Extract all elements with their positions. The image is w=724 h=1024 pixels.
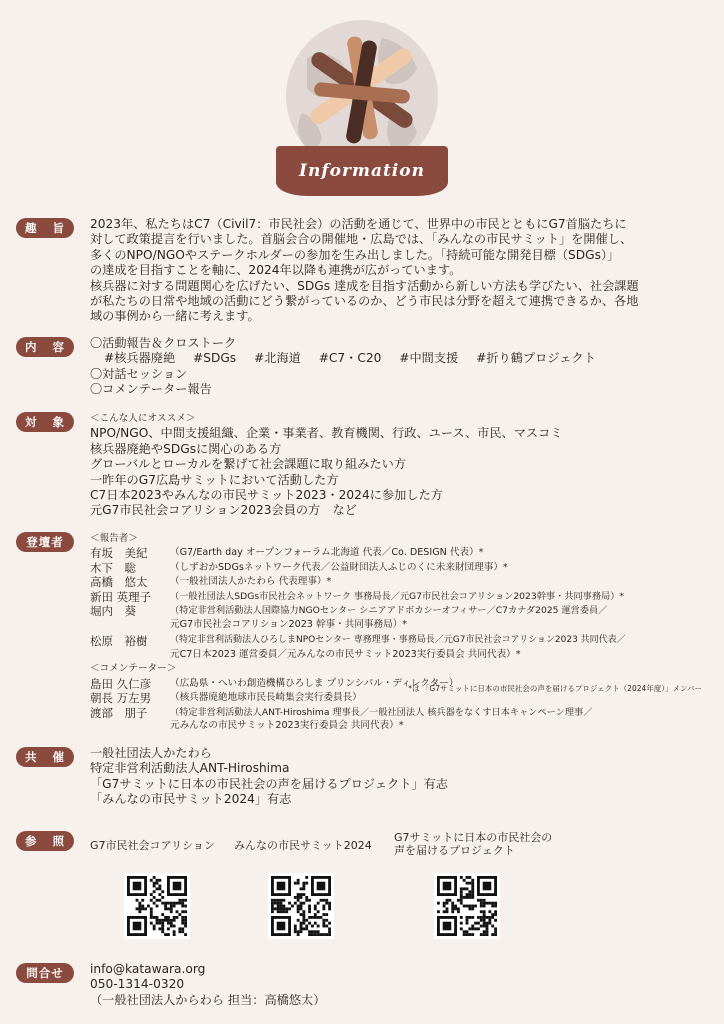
commentators-heading: ＜コメンテーター＞ — [90, 663, 177, 675]
contact-email[interactable]: info@katawara.org — [90, 962, 206, 976]
section-label-references: 参 照 — [16, 831, 74, 851]
purpose-line: 対して政策提言を行いました。首脳会合の開催地・広島では、「みんなの市民サミット」を開催し、 — [90, 232, 633, 247]
reference-title-line: 声を届けるプロジェクト — [394, 844, 515, 857]
reference-title: みんなの市民サミット2024 — [234, 839, 372, 852]
section-label-purpose: 趣 旨 — [16, 218, 74, 238]
speaker-row — [90, 546, 710, 561]
hashtag-list — [90, 351, 710, 366]
speaker-role — [170, 604, 607, 631]
reporters-heading: ＜報告者＞ — [90, 533, 138, 544]
hashtag: #北海道 — [254, 351, 301, 366]
content-item: 〇活動報告＆クロストーク — [90, 336, 237, 350]
reference-title-line: G7サミットに日本の市民社会の — [394, 831, 553, 844]
speaker-name: 高橋 悠太 — [90, 575, 148, 590]
section-label-audience: 対 象 — [16, 412, 74, 432]
purpose-line: 2023年、私たちはC7（Civil7：市民社会）の活動を通じて、世界中の市民とともにG7首脳たちに — [90, 217, 627, 231]
purpose-line: 多くのNPO/NGOやステークホルダーの参加を生み出しました。「持続可能な開発目標（SDGs）」 — [90, 247, 620, 262]
audience-line: グローバルとローカルを繋げて社会課題に取り組みたい方 — [90, 457, 407, 472]
speaker-role-line: （特定非営利活動法人ひろしまNPOセンター 専務理事・事務局長／元G7市民社会コアリション2023 共同代表／ — [170, 635, 626, 646]
speaker-role — [170, 634, 626, 661]
speaker-role: （G7/Earth day オープンフォーラム北海道 代表／Co. DESIGN 代表）* — [170, 547, 484, 559]
speaker-role-line: 元G7市民社会コアリション2023 幹事・共同事務局）* — [170, 618, 408, 630]
purpose-line: 核兵器に対する問題関心を広げたい、SDGs 達成を目指す活動から新しい方法も学びたい、社会課題 — [90, 278, 639, 293]
information-banner: Information — [276, 146, 448, 196]
speaker-role: （しずおかSDGsネットワーク代表／公益財団法人ふじのくに未来財団理事）* — [170, 561, 508, 573]
contact-phone[interactable]: 050-1314-0320 — [90, 977, 185, 992]
purpose-line: が私たちの日常や地域の活動にどう繋がっているのか、どう市民は分野を超えて連携できるか、各地 — [90, 294, 639, 309]
commentator-name: 渡部 朋子 — [90, 705, 148, 720]
speaker-row — [90, 575, 710, 590]
hashtag: #核兵器廃絶 — [104, 351, 176, 366]
speaker-role-line: （特定非営利活動法人国際協力NGOセンター シニアアドボカシーオフィサー／C7カナダ2025 運営委員／ — [170, 605, 608, 617]
section-label-content: 内 容 — [16, 337, 74, 357]
speaker-name: 松原 裕樹 — [90, 634, 148, 649]
audience-line: C7日本2023やみんなの市民サミット2023・2024に参加した方 — [90, 488, 443, 503]
cohost-line: 一般社団法人かたわら — [90, 746, 212, 760]
speaker-role-line: 元C7日本2023 運営委員／元みんなの市民サミット2023実行委員会 共同代表）* — [170, 648, 521, 660]
speaker-row — [90, 604, 710, 631]
audience-text — [90, 411, 710, 519]
speaker-name: 木下 聡 — [90, 560, 136, 575]
reference-title: G7市民社会コアリション — [90, 839, 215, 852]
commentator-row — [90, 706, 710, 733]
speaker-role: （一般社団法人かたわら 代表理事）* — [170, 576, 332, 588]
commentator-name: 朝長 万左男 — [90, 691, 152, 706]
commentator-role — [170, 706, 592, 733]
content-item: 〇コメンテーター報告 — [90, 382, 212, 397]
content-item: 〇対話セッション — [90, 366, 188, 381]
reference-title — [394, 831, 552, 857]
cohost-line: 特定非営利活動法人ANT-Hiroshima — [90, 761, 290, 776]
hashtag: #SDGs — [193, 351, 237, 366]
speaker-row — [90, 590, 710, 605]
speaker-name: 有坂 美紀 — [90, 546, 148, 561]
content-text — [90, 336, 710, 398]
commentator-name: 島田 久仁彦 — [90, 676, 152, 691]
qr-code-icon[interactable] — [268, 873, 334, 939]
contact-info — [90, 962, 710, 1008]
commentator-role: （核兵器廃絶地球市民長崎集会実行委員長） — [170, 692, 362, 704]
cohost-line: 「みんなの市民サミット2024」有志 — [90, 792, 292, 807]
audience-line: 核兵器廃絶やSDGsに関心のある方 — [90, 441, 282, 456]
speaker-role: （一般社団法人SDGs市民社会ネットワーク 事務局長／元G7市民社会コアリション2023幹事・共同事務局）* — [170, 590, 624, 602]
qr-code-icon[interactable] — [124, 873, 190, 939]
speaker-row — [90, 634, 710, 661]
section-label-contact: 問合せ — [16, 963, 74, 983]
hashtag: #C7・C20 — [318, 351, 382, 366]
section-label-speakers: 登壇者 — [16, 532, 74, 552]
commentator-role: （広島県・へいわ創造機構ひろしま プリンシパル・ディレクター） — [170, 677, 459, 689]
commentator-role-line: （特定非営利活動法人ANT-Hiroshima 理事長／一般社団法人 核兵器をなくす日本キャンペーン理事／ — [170, 706, 593, 718]
speaker-name: 堀内 葵 — [90, 604, 136, 619]
hashtag: #折り鶴プロジェクト — [476, 351, 596, 366]
audience-line: NPO/NGO、中間支援組織、企業・事業者、教育機関、行政、ユース、市民、マスコミ — [90, 426, 563, 441]
speaker-name: 新田 英理子 — [90, 589, 152, 604]
member-note: *は 「G7サミットに日本の市民社会の声を届けるプロジェクト（2024年度）」メンバー — [408, 684, 702, 693]
speaker-row — [90, 561, 710, 576]
hashtag: #中間支援 — [399, 351, 459, 366]
qr-code-icon[interactable] — [434, 873, 500, 939]
speakers-list — [90, 531, 710, 733]
audience-line: 一昨年のG7広島サミットにおいて活動した方 — [90, 472, 339, 487]
purpose-line: の達成を目指すことを軸に、2024年以降も連携が広がっています。 — [90, 263, 462, 278]
contact-org: （一般社団法人からわら 担当：高橋悠太） — [90, 992, 326, 1007]
cohost-line: 「G7サミットに日本の市民社会の声を届けるプロジェクト」有志 — [90, 776, 448, 791]
commentator-role-line: 元みんなの市民サミット2023実行委員会 共同代表）* — [170, 720, 404, 732]
purpose-line: 域の事例から一緒に考えます。 — [90, 309, 260, 324]
section-references — [16, 831, 716, 951]
purpose-text — [90, 217, 710, 325]
cohost-list — [90, 746, 710, 808]
audience-intro: ＜こんな人にオススメ＞ — [90, 413, 196, 424]
section-label-cohost: 共 催 — [16, 747, 74, 767]
audience-line: 元G7市民社会コアリション2023会員の方 など — [90, 503, 357, 518]
